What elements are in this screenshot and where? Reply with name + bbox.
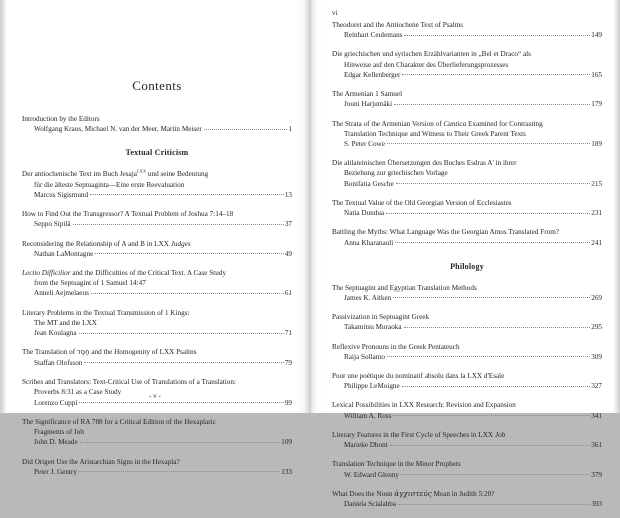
toc-dot-leader [204,129,288,130]
toc-entry-title: für die älteste Septuaginta—Eine erste Reevaluation [34,180,185,189]
toc-entry[interactable] [22,239,292,259]
toc-entry-title: Passivization in Septuagint Greek [332,313,430,322]
toc-entry-author: Daniela Scialabba [344,500,397,508]
right-entries [332,20,602,248]
toc-entry[interactable] [332,158,602,189]
toc-entry-title: What Does the Noun ἀγχιστεύς Mean in Judith 5:20? [332,488,495,498]
toc-entry[interactable] [22,457,292,477]
toc-entry-author-line [332,470,602,480]
toc-entry-author: Anna Kharanauli [344,238,394,247]
toc-entry-author: Wolfgang Kraus, Michael N. van der Meer, Martin Meiser [34,125,202,134]
toc-entry-page-number: 379 [591,470,602,479]
toc-entry-author: S. Peter Cowe [344,139,385,148]
toc-entry-title: The Textual Value of the Old Georgian Version of Ecclesiastes [332,198,512,207]
page-title: Contents [132,78,182,93]
toc-entry-author: Natia Dundua [344,209,385,218]
toc-entry[interactable] [22,268,292,299]
toc-entry-page-number: 327 [591,382,602,391]
section-heading-textual-criticism: Textual Criticism [125,148,189,158]
toc-entry-page-number: 109 [281,438,292,447]
toc-dot-leader [404,35,590,36]
toc-entry-author: James K. Aitken [344,293,392,302]
toc-dot-leader [90,194,284,195]
toc-entry-author: Edgar Kellenberger [344,70,401,79]
toc-entry-author: W. Edward Glenny [344,470,400,479]
toc-entry-title: Hinweise auf den Charakter des Überlieferungsprozesses [344,60,509,69]
toc-entry[interactable] [332,489,602,509]
section-heading-philology: Philology [450,261,484,271]
folio-left: - v - [149,392,161,400]
toc-entry-author-line [332,440,602,450]
toc-dot-leader [390,445,591,446]
toc-entry-author: Nathan LaMontagne [34,249,94,258]
toc-entry-page-number: 61 [284,289,292,298]
toc-dot-leader [404,327,591,328]
toc-entry-title: Literary Features in the First Cycle of Speeches in LXX Job [332,430,506,439]
toc-entry-page-number: 269 [591,293,602,302]
toc-entry-title: Lexical Possibilities in LXX Research: Revision and Expansion [332,401,516,410]
toc-entry[interactable] [332,371,602,391]
toc-entry-title: Translation Technique and Witness to Their Greek Parent Texts [344,129,526,138]
toc-dot-leader [401,474,590,475]
toc-entry-author: Anneli Aejmelaeus [34,289,89,298]
toc-dot-leader [73,224,284,225]
toc-entry-title: Die altlateinischen Übersetzungen des Buches Esdras A' in ihrer [332,159,517,168]
toc-entry[interactable] [332,430,602,450]
toc-entry-page-number: 133 [281,467,292,476]
toc-entry-author: Peter J. Gentry [34,467,77,476]
toc-entry[interactable] [22,169,292,200]
toc-entry-page-number: 295 [591,323,602,332]
toc-entry-title: The MT and the LXX [34,318,97,327]
toc-entry-author: Lorenzo Cuppi [34,398,78,407]
toc-entry[interactable] [332,342,602,362]
toc-entry-author-line [332,139,602,149]
toc-entry-title: Fragments of Job [34,428,84,437]
toc-dot-leader [394,104,590,105]
toc-entry-page-number: 37 [284,220,292,229]
toc-entry-page-number: 393 [591,500,602,508]
toc-entry-page-number: 189 [591,139,602,148]
toc-entry-title: The Translation of חֶסֶד and the Homogenity of LXX Psalms [22,348,197,357]
right-page [310,0,620,508]
toc-entry-author-line [332,238,602,248]
toc-entry-title: The Septuagint and Egyptian Translation Methods [332,283,477,292]
toc-entry-author-line [332,99,602,109]
toc-entry-title: Lectio Difficilior and the Difficulties of the Critical Text. A Case Study [22,268,227,277]
toc-entry-title: Reconsidering the Relationship of A and B in LXX Judges [22,239,191,248]
toc-dot-leader [387,143,590,144]
toc-dot-leader [91,293,284,294]
toc-entry-author: Jouni Harjumäki [344,100,393,109]
toc-entry-page-number: 341 [591,411,602,420]
toc-entry[interactable] [332,459,602,479]
toc-dot-leader [393,415,590,416]
toc-dot-leader [393,297,590,298]
toc-entry-author-line [332,352,602,362]
toc-entry-page-number: 71 [284,329,292,338]
toc-entry-author-line [332,30,602,40]
toc-entry-title: The Armenian 1 Samuel [332,90,403,99]
toc-entry-title: Der antiochenische Text im Buch Jesaja$^{LXX}$ und seine Bedeutung [22,169,209,179]
toc-entry[interactable] [332,119,602,150]
left-intro-entries [22,114,292,134]
toc-entry-author-line [22,358,292,368]
toc-entry-page-number: 309 [591,352,602,361]
toc-entry-title: How to Find Out the Transgressor? A Textual Problem of Joshua 7:14–18 [22,210,234,219]
right-page-body [332,20,602,518]
toc-entry-page-number: 1 [288,125,292,134]
toc-entry-page-number: 13 [284,190,292,199]
toc-entry-title: Translation Technique in the Minor Prophets [332,460,461,469]
toc-dot-leader [79,402,283,403]
toc-dot-leader [95,253,284,254]
toc-dot-leader [80,442,281,443]
toc-dot-leader [398,504,590,505]
toc-entry-page-number: 79 [284,358,292,367]
toc-entry-page-number: 149 [591,31,602,40]
folio-right: vi [332,9,338,17]
toc-entry-title: Beziehung zur griechischen Vorlage [344,169,448,178]
toc-entry[interactable] [332,198,602,218]
toc-dot-leader [387,356,590,357]
toc-entry[interactable] [22,417,292,448]
toc-entry-author-line [22,249,292,259]
toc-dot-leader [386,213,590,214]
toc-entry-author-line [22,467,292,477]
toc-entry-author: Jean Koulagna [34,329,77,338]
toc-entry-title: from the Septuagint of 1 Samuel 14:47 [34,279,146,288]
toc-entry-author: Marcus Sigismund [34,190,89,199]
toc-entry-title: The Significance of RA 788 for a Critical Edition of the Hexaplaric [22,417,216,426]
toc-entry-page-number: 241 [591,238,602,247]
toc-entry-author-line [332,411,602,421]
toc-entry[interactable] [332,312,602,332]
toc-entry-author-line [332,322,602,332]
toc-entry-author-line [332,499,602,509]
toc-entry-title: Introduction by the Editors [22,115,100,123]
toc-entry-page-number: 179 [591,100,602,109]
toc-entry-page-number: 49 [284,249,292,258]
toc-entry-author: John D. Meade [34,438,78,447]
toc-entry[interactable] [332,283,602,303]
toc-dot-leader [79,471,280,472]
toc-entry-author: Philippe LeMoigne [344,382,400,391]
left-page-body [22,78,292,486]
toc-entry-author: Marieke Dhont [344,441,388,450]
toc-entry-page-number: 215 [591,179,602,188]
left-section-entries [22,169,292,477]
toc-dot-leader [402,386,591,387]
toc-entry[interactable] [332,400,602,420]
toc-entry[interactable] [22,209,292,229]
toc-entry-title: Die griechischen und syrischen Erzählvarianten in „Bel et Draco“ als [332,50,531,59]
toc-entry-title: Battling the Myths: What Language Was the Georgian Amos Translated From? [332,228,559,237]
toc-entry[interactable] [22,308,292,339]
right-section-entries [332,283,602,510]
toc-entry-title: Theodoret and the Antiochene Text of Psalms [332,21,464,29]
toc-entry-author-line [22,328,292,338]
toc-entry-author: Raija Sollamo [344,352,385,361]
toc-entry-author-line [332,293,602,303]
toc-dot-leader [402,74,590,75]
toc-entry-author: Staffan Olofsson [34,358,83,367]
toc-entry-author: Reinhart Ceulemans [344,31,403,40]
toc-entry-title: Pour une poétique du nominatif absolu dans la LXX d'Esaïe [332,372,505,381]
toc-entry-author: Bonifatia Gesche [344,179,394,188]
toc-entry-author: William A. Ross [344,411,392,420]
toc-dot-leader [396,183,591,184]
toc-entry[interactable] [332,227,602,247]
toc-entry-title: The Strata of the Armenian Version of Cantica Examined for Contrasting [332,119,543,128]
toc-entry-title: Literary Problems in the Textual Transmission of 1 Kings: [22,308,190,317]
toc-entry-author-line [22,437,292,447]
toc-entry[interactable] [332,49,602,80]
left-page [0,0,310,476]
toc-entry-author-line [22,190,292,200]
toc-entry-title: Proverbs 8:31 as a Case Study [34,388,122,397]
toc-entry[interactable] [332,89,602,109]
toc-entry-author-line [22,124,292,134]
toc-entry-author: Seppo Sipilä [34,220,71,229]
toc-entry-title: Reflexive Pronouns in the Greek Pentateuch [332,342,460,351]
toc-entry[interactable] [22,114,292,134]
toc-entry-title: Scribes and Translators: Text-Critical Use of Translations of a Translation: [22,378,236,387]
toc-entry-page-number: 99 [284,398,292,407]
toc-entry-author-line [332,208,602,218]
toc-entry-author-line [22,219,292,229]
toc-dot-leader [79,333,284,334]
toc-entry-page-number: 231 [591,209,602,218]
toc-dot-leader [84,362,283,363]
toc-entry[interactable] [22,347,292,368]
toc-entry-author-line [332,381,602,391]
toc-dot-leader [395,242,590,243]
toc-entry-title: Did Origen Use the Aristarchian Signs in the Hexapla? [22,457,180,466]
toc-entry-author-line [332,70,602,80]
toc-entry-author: Takamitsu Muraoka [344,323,402,332]
toc-entry-page-number: 165 [591,70,602,79]
toc-entry[interactable] [332,20,602,40]
toc-entry-author-line [22,288,292,298]
toc-entry-author-line [332,179,602,189]
toc-entry-page-number: 361 [591,441,602,450]
